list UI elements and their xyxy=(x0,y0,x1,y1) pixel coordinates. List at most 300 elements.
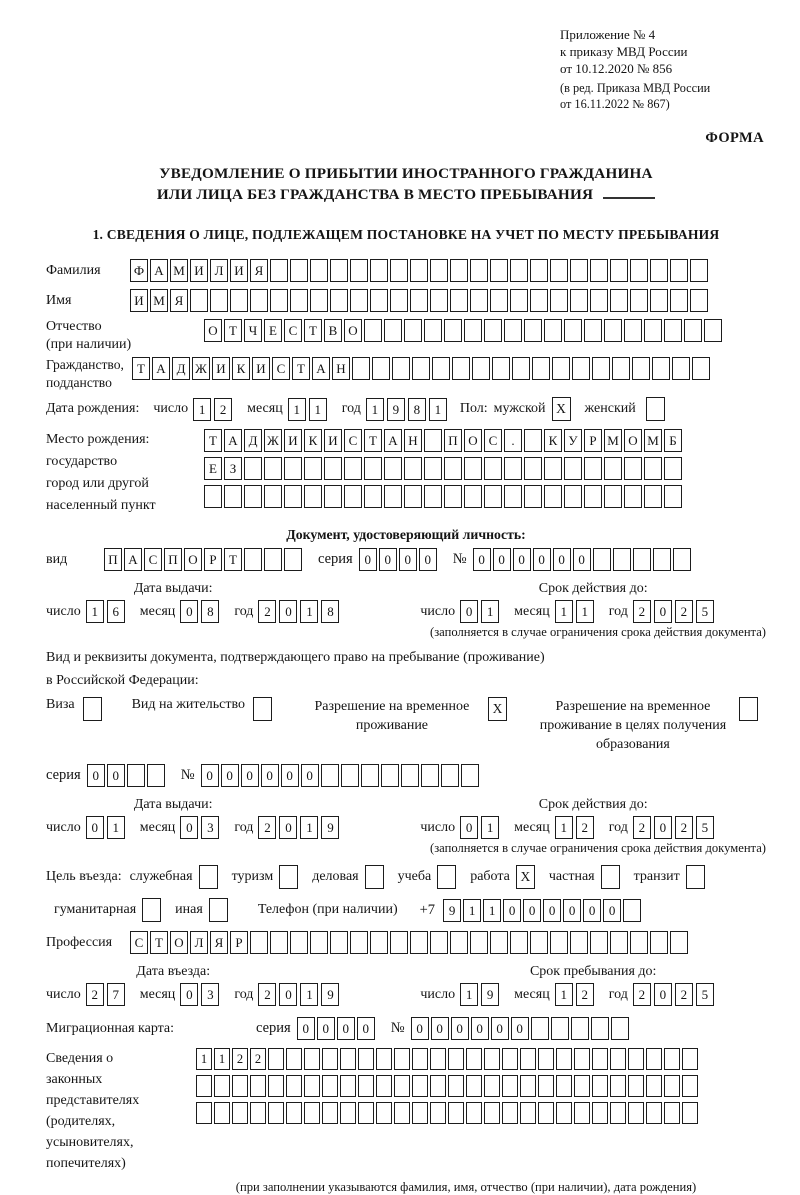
form-cell xyxy=(196,1102,212,1124)
form-cell xyxy=(286,1048,302,1070)
form-cell xyxy=(304,1075,320,1097)
birthplace-label: населенный пункт xyxy=(46,498,156,513)
checkbox-other xyxy=(209,898,228,922)
option-residence-permit xyxy=(132,697,274,721)
migration-number-label: № xyxy=(390,1020,405,1036)
form-cell xyxy=(286,1075,302,1097)
form-cell xyxy=(344,485,362,508)
purpose-option-label: работа xyxy=(470,869,510,884)
form-cell: Е xyxy=(204,457,222,480)
form-cell: 8 xyxy=(201,600,219,623)
form-cell: 0 xyxy=(87,764,105,787)
form-cell xyxy=(286,1102,302,1124)
birthplace-label: Место рождения: xyxy=(46,432,150,447)
form-cell xyxy=(538,1048,554,1070)
form-cell xyxy=(604,457,622,480)
form-cell xyxy=(484,1102,500,1124)
form-cell xyxy=(358,1102,374,1124)
form-cell: 1 xyxy=(86,600,104,623)
form-cell xyxy=(492,357,510,380)
option-residence-permit-label: Вид на жительство xyxy=(131,697,245,712)
form-cell xyxy=(424,457,442,480)
form-cell xyxy=(304,485,322,508)
legal-reps-row2 xyxy=(196,1075,700,1097)
purpose-option-label: гуманитарная xyxy=(54,902,137,917)
form-cell xyxy=(384,457,402,480)
form-cell xyxy=(390,259,408,282)
form-cell: А xyxy=(312,357,330,380)
form-cell xyxy=(430,1048,446,1070)
residence-valid-block xyxy=(420,797,766,839)
form-cell xyxy=(524,457,542,480)
form-cell xyxy=(544,319,562,342)
form-cell xyxy=(664,1048,680,1070)
form-cell xyxy=(590,931,608,954)
form-cell xyxy=(690,289,708,312)
form-cell xyxy=(628,1102,644,1124)
form-cell: Т xyxy=(364,429,382,452)
form-cell: Т xyxy=(150,931,168,954)
form-cell: 1 xyxy=(555,600,573,623)
form-cell xyxy=(461,764,479,787)
form-cell: Я xyxy=(210,931,228,954)
birthplace-row2 xyxy=(204,457,684,480)
stay-until-heading: Срок пребывания до: xyxy=(529,964,657,979)
form-cell xyxy=(412,1075,428,1097)
form-title xyxy=(46,163,766,205)
form-cell: 1 xyxy=(300,600,318,623)
form-cell xyxy=(244,485,262,508)
legal-reps-label: представителях xyxy=(46,1093,140,1108)
form-cell xyxy=(364,319,382,342)
entry-date-heading: Дата въезда: xyxy=(136,964,211,979)
form-cell: А xyxy=(150,259,168,282)
form-cell xyxy=(470,289,488,312)
form-cell xyxy=(644,457,662,480)
identity-kind-cells xyxy=(104,548,304,571)
form-cell xyxy=(664,485,682,508)
birthdate-row xyxy=(46,397,766,421)
form-cell: 1 xyxy=(366,398,384,421)
form-cell: Т xyxy=(292,357,310,380)
form-cell: 0 xyxy=(460,816,478,839)
identity-series-cells xyxy=(359,548,439,571)
date-part-label: месяц xyxy=(514,986,550,1002)
section1-heading: 1. СВЕДЕНИЯ О ЛИЦЕ, ПОДЛЕЖАЩЕМ ПОСТАНОВКЕ НА УЧЕТ ПО МЕСТУ ПРЕБЫВАНИЯ xyxy=(92,227,720,242)
purpose-option-label: учеба xyxy=(397,869,432,884)
form-cell xyxy=(268,1048,284,1070)
form-cell: М xyxy=(150,289,168,312)
legal-reps-label: усыновителях, xyxy=(46,1135,134,1150)
form-cell xyxy=(664,319,682,342)
form-cell: 2 xyxy=(633,983,651,1006)
form-cell xyxy=(464,457,482,480)
residence-doc-line2: в Российской Федерации: xyxy=(46,673,199,688)
checkbox-humanitarian xyxy=(142,898,161,922)
form-cell xyxy=(510,259,528,282)
legal-reps-label: попечителях) xyxy=(46,1156,126,1171)
phone-prefix: +7 xyxy=(419,901,436,918)
form-cell xyxy=(394,1048,410,1070)
form-cell xyxy=(646,1048,662,1070)
form-cell xyxy=(538,1075,554,1097)
residence-validity-note: (заполняется в случае ограничения срока действия документа) xyxy=(430,841,766,855)
form-cell xyxy=(464,319,482,342)
form-cell xyxy=(421,764,439,787)
purpose-option-label: деловая xyxy=(312,869,359,884)
form-cell xyxy=(591,1017,609,1040)
form-cell xyxy=(364,485,382,508)
form-cell xyxy=(430,289,448,312)
form-cell xyxy=(448,1048,464,1070)
form-cell: И xyxy=(212,357,230,380)
form-cell: 0 xyxy=(654,983,672,1006)
birthplace-row1 xyxy=(204,429,684,452)
form-cell: 1 xyxy=(300,983,318,1006)
form-cell xyxy=(450,289,468,312)
form-cell xyxy=(310,289,328,312)
checkbox-temp-residence: X xyxy=(488,697,507,721)
stay-until-block xyxy=(420,964,766,1006)
form-cell xyxy=(321,764,339,787)
form-cell: А xyxy=(124,548,142,571)
form-cell xyxy=(610,1075,626,1097)
entry-date-block xyxy=(46,964,420,1006)
form-cell: В xyxy=(324,319,342,342)
issue-date-heading: Дата выдачи: xyxy=(133,581,213,596)
form-cell: М xyxy=(170,259,188,282)
form-cell: 0 xyxy=(180,983,198,1006)
form-cell: 1 xyxy=(214,1048,230,1070)
residence-number-label: № xyxy=(180,767,195,783)
form-cell xyxy=(664,1102,680,1124)
form-cell xyxy=(244,457,262,480)
form-cell xyxy=(450,259,468,282)
form-cell xyxy=(290,289,308,312)
form-cell xyxy=(532,357,550,380)
form-cell xyxy=(350,931,368,954)
form-cell: 2 xyxy=(86,983,104,1006)
surname-row xyxy=(46,259,766,282)
form-cell: 2 xyxy=(675,600,693,623)
form-cell xyxy=(372,357,390,380)
form-cell xyxy=(570,259,588,282)
checkbox-business-trip xyxy=(199,865,218,889)
birthplace-cells xyxy=(204,429,766,517)
form-cell: 1 xyxy=(429,398,447,421)
form-cell xyxy=(466,1048,482,1070)
legal-reps-labels xyxy=(46,1048,196,1174)
form-cell xyxy=(232,1075,248,1097)
form-cell: 0 xyxy=(201,764,219,787)
checkbox-male: X xyxy=(552,397,571,421)
form-cell xyxy=(147,764,165,787)
form-cell xyxy=(344,457,362,480)
entry-dates-row xyxy=(46,964,766,1006)
form-cell xyxy=(664,457,682,480)
form-cell: Д xyxy=(244,429,262,452)
form-cell xyxy=(592,357,610,380)
form-cell xyxy=(556,1075,572,1097)
form-cell xyxy=(574,1075,590,1097)
form-cell xyxy=(604,485,622,508)
form-cell xyxy=(424,319,442,342)
form-cell: Л xyxy=(210,259,228,282)
form-cell: 0 xyxy=(451,1017,469,1040)
date-part-label: число xyxy=(420,986,456,1002)
form-cell xyxy=(613,548,631,571)
validity-note: (заполняется в случае ограничения срока действия документа) xyxy=(430,625,766,639)
form-cell: З xyxy=(224,457,242,480)
form-cell: П xyxy=(164,548,182,571)
form-cell: 0 xyxy=(241,764,259,787)
checkbox-private xyxy=(601,865,620,889)
form-label: ФОРМА xyxy=(705,130,764,146)
form-cell xyxy=(502,1102,518,1124)
purpose-label: Цель въезда: xyxy=(46,869,122,884)
form-cell xyxy=(610,1102,626,1124)
form-cell xyxy=(322,1048,338,1070)
form-cell xyxy=(370,289,388,312)
form-cell: . xyxy=(504,429,522,452)
form-cell: А xyxy=(152,357,170,380)
form-cell xyxy=(504,485,522,508)
form-cell: 8 xyxy=(408,398,426,421)
form-cell: 0 xyxy=(180,600,198,623)
form-cell: 0 xyxy=(317,1017,335,1040)
form-cell: 0 xyxy=(281,764,299,787)
form-cell: 6 xyxy=(107,600,125,623)
checkbox-visa xyxy=(83,697,102,721)
form-cell xyxy=(590,259,608,282)
residence-valid-cells xyxy=(420,816,766,839)
residence-issue-block xyxy=(46,797,420,839)
date-part-label: число xyxy=(153,401,189,416)
valid-date-heading: Срок действия до: xyxy=(538,581,648,596)
form-cell xyxy=(464,485,482,508)
form-cell: 8 xyxy=(321,600,339,623)
birthdate-label: Дата рождения: xyxy=(46,401,140,416)
form-cell xyxy=(650,289,668,312)
form-cell xyxy=(310,259,328,282)
form-cell: 2 xyxy=(576,983,594,1006)
form-cell xyxy=(127,764,145,787)
form-cell xyxy=(538,1102,554,1124)
form-cell: Т xyxy=(204,429,222,452)
form-cell xyxy=(630,931,648,954)
form-cell xyxy=(330,931,348,954)
form-cell xyxy=(571,1017,589,1040)
residence-number-cells xyxy=(201,764,481,787)
form-cell xyxy=(682,1048,698,1070)
form-cell: 0 xyxy=(261,764,279,787)
form-cell: К xyxy=(544,429,562,452)
form-cell xyxy=(470,259,488,282)
form-cell xyxy=(570,289,588,312)
purpose-option-label: частная xyxy=(548,869,595,884)
form-cell: 1 xyxy=(483,899,501,922)
form-cell: 0 xyxy=(279,816,297,839)
issue-date-cells xyxy=(46,600,420,623)
option-temp-residence-education xyxy=(535,697,760,754)
form-cell xyxy=(510,289,528,312)
form-cell: 0 xyxy=(563,899,581,922)
form-cell xyxy=(340,1075,356,1097)
form-cell xyxy=(430,1075,446,1097)
form-cell xyxy=(350,259,368,282)
form-cell xyxy=(284,457,302,480)
form-cell xyxy=(652,357,670,380)
form-cell xyxy=(530,259,548,282)
form-cell xyxy=(682,1102,698,1124)
purpose-row2 xyxy=(46,898,766,922)
form-cell: С xyxy=(144,548,162,571)
form-cell: 1 xyxy=(555,983,573,1006)
form-cell: И xyxy=(252,357,270,380)
form-cell xyxy=(290,259,308,282)
form-cell: О xyxy=(184,548,202,571)
date-part-label: год xyxy=(234,603,254,619)
form-cell xyxy=(552,357,570,380)
form-cell: 1 xyxy=(309,398,327,421)
form-cell xyxy=(704,319,722,342)
form-cell: 0 xyxy=(107,764,125,787)
date-part-label: год xyxy=(608,603,628,619)
form-cell xyxy=(394,1102,410,1124)
form-cell xyxy=(490,931,508,954)
form-cell xyxy=(632,357,650,380)
form-cell xyxy=(510,931,528,954)
form-cell: 9 xyxy=(321,983,339,1006)
form-cell xyxy=(232,1102,248,1124)
checkbox-female xyxy=(646,397,665,421)
form-cell xyxy=(284,485,302,508)
form-cell: П xyxy=(444,429,462,452)
sex-label: Пол: xyxy=(459,401,488,416)
form-cell xyxy=(556,1048,572,1070)
form-cell xyxy=(624,319,642,342)
form-cell xyxy=(490,289,508,312)
form-cell xyxy=(290,931,308,954)
citizenship-row xyxy=(46,357,766,391)
form-cell: 7 xyxy=(107,983,125,1006)
purpose-option-label: иная xyxy=(175,902,203,917)
identity-doc-heading: Документ, удостоверяющий личность: xyxy=(286,527,526,542)
legal-reps-block xyxy=(46,1048,766,1174)
revision-line: от 16.11.2022 № 867) xyxy=(560,97,670,111)
form-cell: 0 xyxy=(654,600,672,623)
form-cell xyxy=(441,764,459,787)
form-cell xyxy=(592,1075,608,1097)
form-cell: 0 xyxy=(86,816,104,839)
form-cell xyxy=(624,457,642,480)
form-cell xyxy=(444,485,462,508)
form-cell xyxy=(412,1102,428,1124)
form-cell: 0 xyxy=(279,600,297,623)
form-cell: 0 xyxy=(553,548,571,571)
identity-series-label: серия xyxy=(318,551,353,567)
citizenship-cells xyxy=(132,357,712,380)
form-cell xyxy=(376,1048,392,1070)
form-cell: Е xyxy=(264,319,282,342)
form-cell xyxy=(466,1075,482,1097)
form-cell: А xyxy=(384,429,402,452)
form-cell: У xyxy=(564,429,582,452)
legal-reps-label: Сведения о xyxy=(46,1051,114,1066)
form-cell: 0 xyxy=(473,548,491,571)
form-cell xyxy=(264,457,282,480)
form-cell xyxy=(504,319,522,342)
form-cell: Ф xyxy=(130,259,148,282)
form-cell: И xyxy=(190,259,208,282)
form-cell: М xyxy=(644,429,662,452)
form-cell xyxy=(564,485,582,508)
form-cell xyxy=(664,1075,680,1097)
migration-series-label: серия xyxy=(256,1020,291,1036)
form-cell: 0 xyxy=(221,764,239,787)
revision-line: (в ред. Приказа МВД России xyxy=(560,81,711,95)
form-cell xyxy=(304,457,322,480)
form-cell: М xyxy=(604,429,622,452)
form-cell: 0 xyxy=(543,899,561,922)
form-cell xyxy=(264,548,282,571)
form-cell: 0 xyxy=(180,816,198,839)
form-cell xyxy=(340,1048,356,1070)
form-cell: 2 xyxy=(250,1048,266,1070)
form-cell xyxy=(424,429,442,452)
form-cell: 5 xyxy=(696,600,714,623)
firstname-cells xyxy=(130,289,710,312)
patronymic-label: Отчество (при наличии) xyxy=(46,319,204,353)
form-cell: 1 xyxy=(576,600,594,623)
patronymic-sublabel: (при наличии) xyxy=(46,337,132,352)
form-cell: 1 xyxy=(196,1048,212,1070)
residence-valid-heading: Срок действия до: xyxy=(538,797,648,812)
form-cell: Л xyxy=(190,931,208,954)
birthplace-label: город или другой xyxy=(46,476,149,491)
form-cell: 9 xyxy=(443,899,461,922)
form-cell: 0 xyxy=(471,1017,489,1040)
form-cell: Н xyxy=(404,429,422,452)
migration-card-label: Миграционная карта: xyxy=(46,1020,175,1036)
form-cell xyxy=(644,485,662,508)
form-cell xyxy=(520,1102,536,1124)
form-cell: С xyxy=(284,319,302,342)
form-cell xyxy=(384,319,402,342)
form-cell xyxy=(444,319,462,342)
date-part-label: год xyxy=(608,986,628,1002)
form-cell xyxy=(410,259,428,282)
checkbox-transit xyxy=(686,865,705,889)
date-part-label: месяц xyxy=(139,819,176,835)
form-cell xyxy=(610,289,628,312)
form-cell xyxy=(364,457,382,480)
form-cell xyxy=(504,457,522,480)
form-cell: 0 xyxy=(573,548,591,571)
form-cell xyxy=(390,931,408,954)
form-cell xyxy=(670,931,688,954)
form-cell xyxy=(250,1102,266,1124)
form-cell xyxy=(544,457,562,480)
form-cell xyxy=(250,1075,266,1097)
checkbox-tourism xyxy=(279,865,298,889)
form-cell xyxy=(530,289,548,312)
legal-reps-label: (родителях, xyxy=(46,1114,116,1129)
form-cell xyxy=(592,1048,608,1070)
form-cell xyxy=(670,259,688,282)
form-cell xyxy=(670,289,688,312)
residence-series-label: серия xyxy=(46,767,81,783)
